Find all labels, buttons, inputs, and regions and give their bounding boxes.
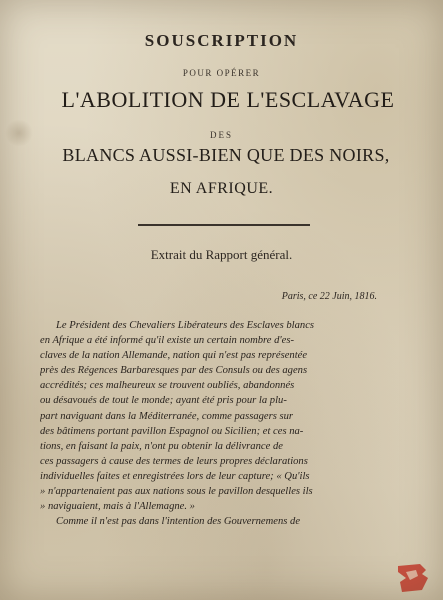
title-blancs-noirs: BLANCS AUSSI-BIEN QUE DES NOIRS,	[62, 145, 390, 165]
body-line: près des Régences Barbaresques par des Consuls ou des agens	[40, 365, 308, 377]
body-line: » naviguaient, mais à l'Allemagne. »	[40, 501, 195, 513]
body-line: Le Président des Chevaliers Libérateurs des Esclaves blancs	[56, 320, 315, 331]
subheading: Extrait du Rapport général.	[150, 247, 293, 262]
body-text	[40, 318, 416, 529]
body-line: des bâtimens portant pavillon Espagnol ou Sicilien; et ces na-	[40, 425, 304, 437]
body-line: Comme il n'est pas dans l'intention des Gouvernemens de	[56, 516, 301, 528]
title-en-afrique: EN AFRIQUE.	[169, 180, 274, 197]
title-souscription: SOUSCRIPTION	[144, 31, 299, 50]
body-line: individuelles faites et enregistrées lors de leur capture; « Qu'ils	[40, 470, 310, 482]
body-line: ces passagers à cause des termes de leurs propres déclarations	[40, 455, 308, 467]
body-line: ou désavoués de tout le monde; ayant été pris pour la plu-	[40, 395, 287, 407]
title-abolition: L'ABOLITION DE L'ESCLAVAGE	[61, 87, 395, 112]
watermark-logo-icon	[392, 560, 440, 596]
body-line: en Afrique a été informé qu'il existe un certain nombre d'es-	[40, 335, 295, 347]
body-line: part naviguant dans la Méditerranée, comme passagers sur	[40, 410, 294, 422]
title-pour-operer: POUR OPÉRER	[182, 68, 261, 78]
body-line: tions, en faisant la paix, n'ont pu obtenir la délivrance de	[40, 440, 283, 452]
dateline: Paris, ce 22 Juin, 1816.	[281, 291, 377, 302]
body-line: » n'appartenaient pas aux nations sous le pavillon desquelles ils	[40, 486, 313, 498]
title-des: DES	[209, 130, 233, 140]
body-line: accrédités; ces malheureux se trouvent oubliés, abandonnés	[40, 380, 295, 392]
divider-rule	[138, 224, 310, 226]
body-line: claves de la nation Allemande, nation qui n'est pas représentée	[40, 350, 308, 362]
